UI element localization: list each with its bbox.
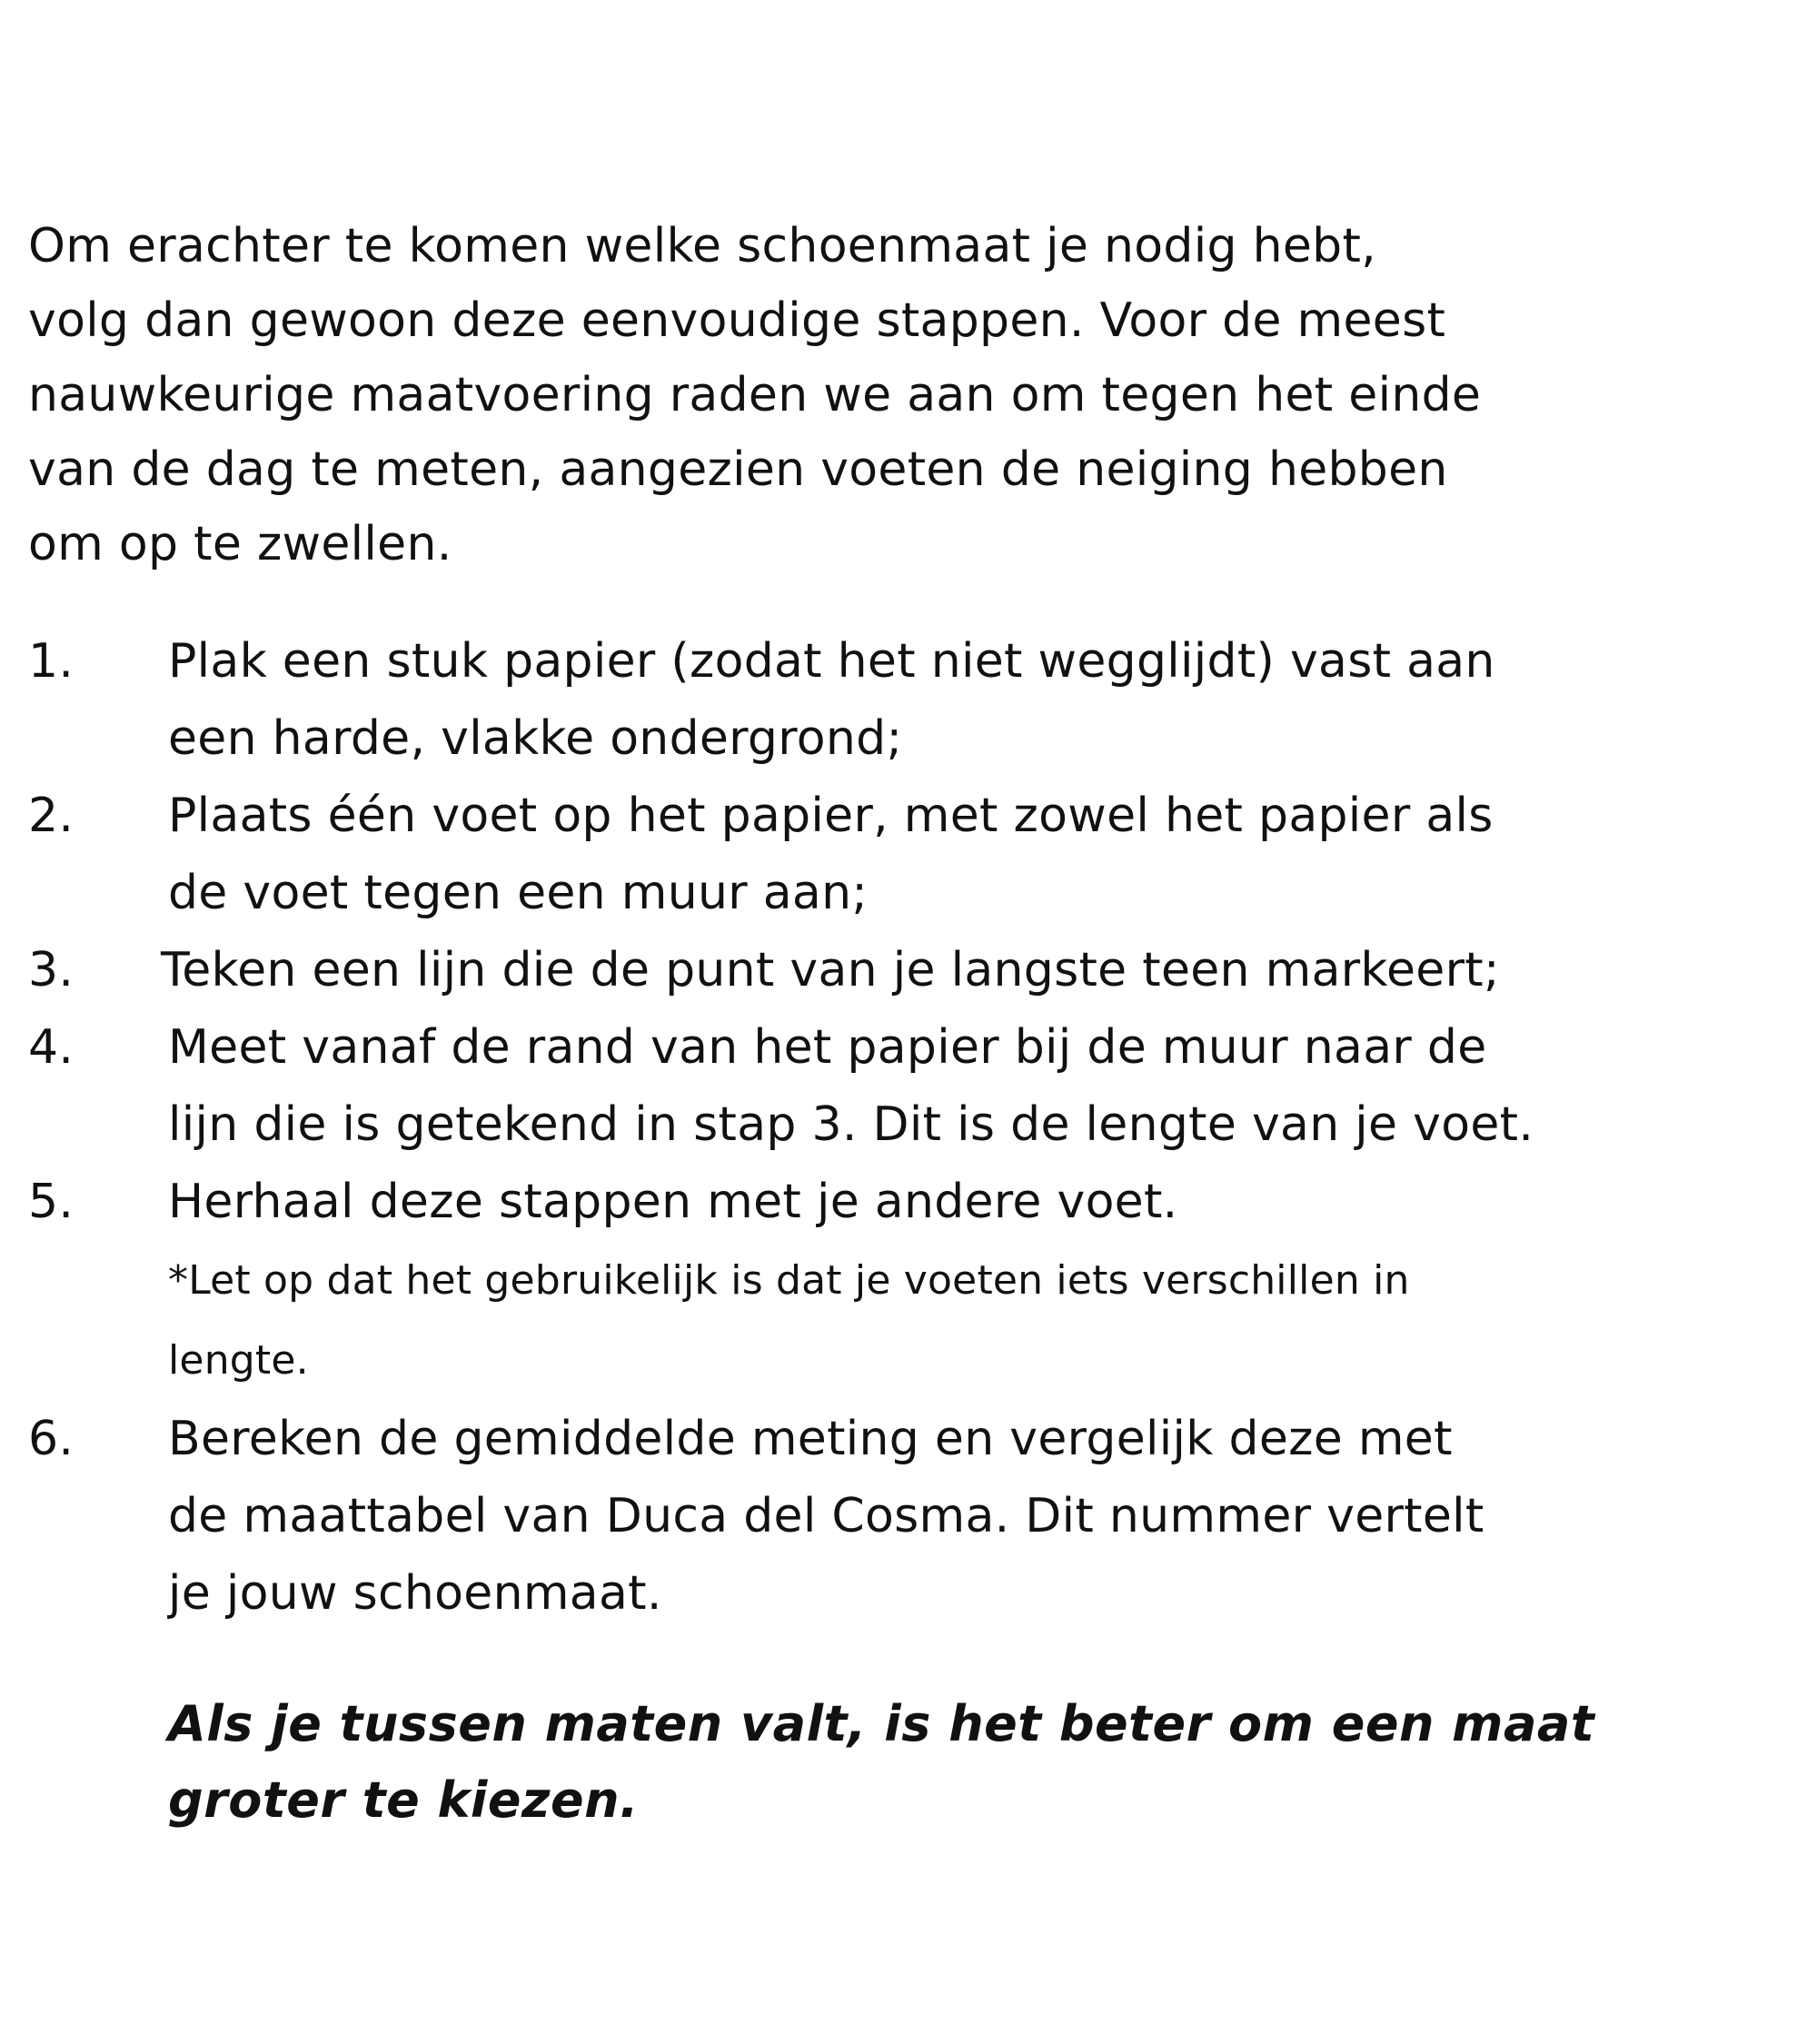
intro-line: Om erachter te komen welke schoenmaat je nodig hebt, [28, 219, 1376, 273]
intro-paragraph [28, 209, 1809, 581]
step-note [168, 1241, 1809, 1401]
step-number: 5. [28, 1175, 74, 1229]
step-item-2 [28, 778, 1809, 932]
step-line: Meet vanaf de rand van het papier bij de muur naar de [168, 1020, 1487, 1075]
step-line: Herhaal deze stappen met je andere voet. [168, 1175, 1178, 1229]
step-line: Plak een stuk papier (zodat het niet wegglijdt) vast aan [168, 634, 1495, 689]
step-line: de maattabel van Duca del Cosma. Dit nummer vertelt [168, 1489, 1484, 1543]
step-line: de voet tegen een muur aan; [168, 866, 869, 920]
step-number: 6. [28, 1412, 74, 1466]
step-text [168, 1009, 1809, 1164]
step-line: Plaats één voet op het papier, met zowel het papier als [168, 789, 1494, 843]
step-number: 3. [28, 943, 74, 997]
step-line: Bereken de gemiddelde meting en vergelijk deze met [168, 1412, 1453, 1466]
steps-list [28, 623, 1809, 1632]
intro-line: van de dag te meten, aangezien voeten de neiging hebben [28, 442, 1448, 497]
step-line: een harde, vlakke ondergrond; [168, 711, 903, 766]
intro-line: om op te zwellen. [28, 517, 452, 571]
step-item-1 [28, 623, 1809, 778]
step-text [168, 1164, 1809, 1241]
note-line: lengte. [168, 1337, 309, 1384]
step-text [168, 623, 1809, 778]
step-number: 1. [28, 634, 74, 689]
step-item-6 [28, 1401, 1809, 1632]
step-line: Teken een lijn die de punt van je langste teen markeert; [161, 943, 1500, 997]
step-number: 2. [28, 789, 74, 843]
intro-line: volg dan gewoon deze eenvoudige stappen. Voor de meest [28, 293, 1446, 348]
note-line: *Let op dat het gebruikelijk is dat je voeten iets verschillen in [168, 1257, 1410, 1304]
closing-line: Als je tussen maten valt, is het beter om een maat [168, 1695, 1595, 1752]
step-number: 4. [28, 1020, 74, 1075]
step-line: lijn die is getekend in stap 3. Dit is de lengte van je voet. [168, 1097, 1534, 1152]
step-text [161, 932, 1809, 1009]
step-item-5 [28, 1164, 1809, 1401]
step-text [168, 778, 1809, 932]
step-text [168, 1401, 1809, 1632]
step-line: je jouw schoenmaat. [168, 1566, 662, 1621]
step-item-4 [28, 1009, 1809, 1164]
intro-line: nauwkeurige maatvoering raden we aan om tegen het einde [28, 368, 1482, 422]
closing-advice [168, 1686, 1803, 1839]
step-item-3 [28, 932, 1809, 1009]
closing-line: groter te kiezen. [168, 1771, 640, 1829]
